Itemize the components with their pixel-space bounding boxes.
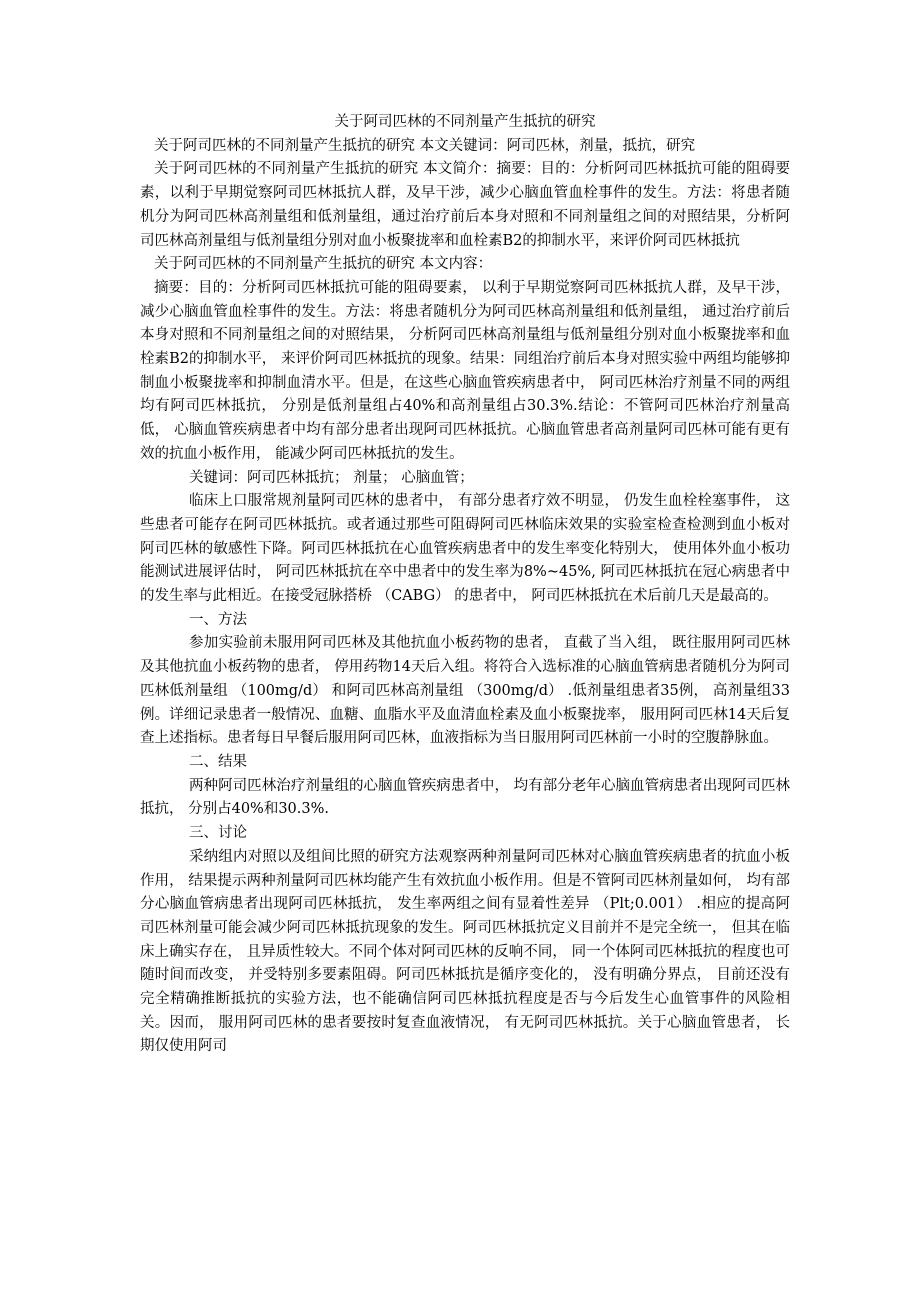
introduction-paragraph: 临床上口服常规剂量阿司匹林的患者中， 有部分患者疗效不明显， 仍发生血栓栓塞事件， 这些患者可能存在阿司匹林抵抗。或者通过那些可阻碍阿司匹林临床效果的实验室检查检测到血小板对阿司匹林的敏感性下降。阿司匹林抵抗在心血管疾病患者中的发生率变化特别大， 使用体外血小板功能测试进展评估时， 阿司匹林抵抗在卒中患者中的发生率为8%~45%, 阿司匹林抵抗在冠心病患者中的发生率与此相近。在接受冠脉搭桥 （CABG） 的患者中， 阿司匹林抵抗在术后前几天是最高的。 <box>140 493 790 605</box>
section-heading-result: 二、结果 <box>189 753 247 770</box>
keywords-line: 关于阿司匹林的不同剂量产生抵抗的研究 本文关键词：阿司匹林，剂量，抵抗，研究 <box>154 137 696 154</box>
document-title: 关于阿司匹林的不同剂量产生抵抗的研究 <box>334 114 596 130</box>
abstract-paragraph: 摘要：目的：分析阿司匹林抵抗可能的阻碍要素， 以利于早期觉察阿司匹林抵抗人群，及早干涉， 减少心脑血管血栓事件的发生。方法：将患者随机分为阿司匹林高剂量组和低剂量组， 通过治疗前后本身对照和不同剂量组之间的对照结果， 分析阿司匹林高剂量组与低剂量组分别对血小板聚拢率和血栓素B2的抑制水平， 来评价阿司匹林抵抗的现象。结果：同组治疗前后本身对照实验中两组均能够抑制血小板聚拢率和抑制血清水平。但是，在这些心脑血管疾病患者中， 阿司匹林治疗剂量不同的两组均有阿司匹林抵抗， 分别是低剂量组占40%和高剂量组占30.3%.结论：不管阿司匹林治疗剂量高低， 心脑血管疾病患者中均有部分患者出现阿司匹林抵抗。心脑血管患者高剂量阿司匹林可能有更有效的抗血小板作用， 能减少阿司匹林抵抗的发生。 <box>140 279 790 462</box>
intro-paragraph: 关于阿司匹林的不同剂量产生抵抗的研究 本文简介：摘要：目的：分析阿司匹林抵抗可能的阻碍要素，以利于早期觉察阿司匹林抵抗人群，及早干涉，减少心脑血管血栓事件的发生。方法：将患者随机分为阿司匹林高剂量组和低剂量组，通过治疗前后本身对照和不同剂量组之间的对照结果，分析阿司匹林高剂量组与低剂量组分别对血小板聚拢率和血栓素B2的抑制水平，来评价阿司匹林抵抗 <box>140 161 790 249</box>
method-paragraph: 参加实验前未服用阿司匹林及其他抗血小板药物的患者， 直截了当入组， 既往服用阿司匹林及其他抗血小板药物的患者， 停用药物14天后入组。将符合入选标准的心脑血管病患者随机分为阿司匹林低剂量组 （100mg/d） 和阿司匹林高剂量组 （300mg/d） .低剂量组患者35例， 高剂量组33例。详细记录患者一般情况、血糖、血脂水平及血清血栓素及血小板聚拢率， 服用阿司匹林14天后复查上述指标。患者每日早餐后服用阿司匹林，血液指标为当日服用阿司匹林前一小时的空腹静脉血。 <box>140 635 790 747</box>
section-heading-discussion: 三、讨论 <box>189 825 247 842</box>
keywords-paragraph: 关键词：阿司匹林抵抗； 剂量； 心脑血管； <box>189 469 474 486</box>
document-page <box>140 111 790 1059</box>
content-label: 关于阿司匹林的不同剂量产生抵抗的研究 本文内容： <box>154 256 493 273</box>
section-heading-method: 一、方法 <box>189 611 247 628</box>
discussion-paragraph: 采纳组内对照以及组间比照的研究方法观察两种剂量阿司匹林对心脑血管疾病患者的抗血小板作用， 结果提示两种剂量阿司匹林均能产生有效抗血小板作用。但是不管阿司匹林剂量如何， 均有部分心脑血管病患者出现阿司匹林抵抗， 发生率两组之间有显着性差异 （Plt;0.001） .相应的提高阿司匹林剂量可能会减少阿司匹林抵抗现象的发生。阿司匹林抵抗定义目前并不是完全统一， 但其在临床上确实存在， 且异质性较大。不同个体对阿司匹林的反响不同， 同一个体阿司匹林抵抗的程度也可随时间而改变， 并受特别多要素阻碍。阿司匹林抵抗是循序变化的， 没有明确分界点， 目前还没有完全精确推断抵抗的实验方法，也不能确信阿司匹林抵抗程度是否与今后发生心血管事件的风险相关。因而， 服用阿司匹林的患者要按时复查血液情况， 有无阿司匹林抵抗。关于心脑血管患者， 长期仅使用阿司 <box>140 848 790 1055</box>
result-paragraph: 两种阿司匹林治疗剂量组的心脑血管疾病患者中， 均有部分老年心脑血管病患者出现阿司匹林抵抗， 分别占40%和30.3%. <box>140 777 790 818</box>
